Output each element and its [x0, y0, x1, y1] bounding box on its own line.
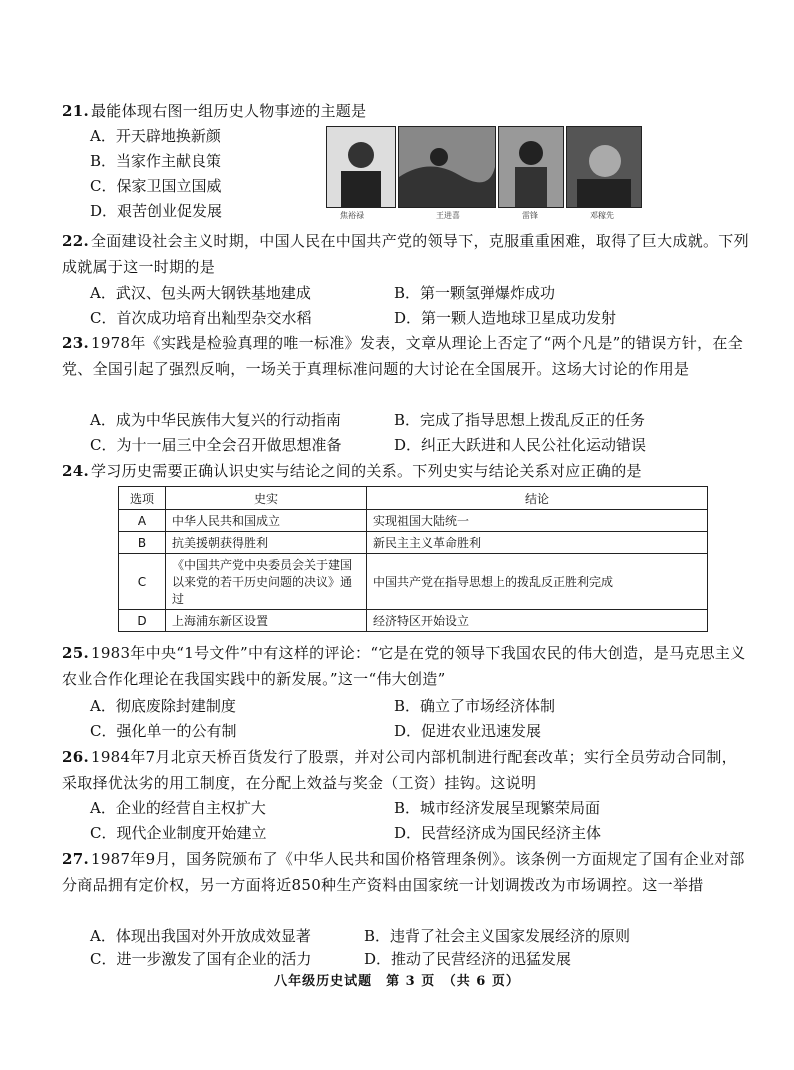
question-stem: 全面建设社会主义时期，中国人民在中国共产党的领导下，克服重重困难，取得了巨大成就。下列成就属于这一时期的是 [62, 232, 749, 276]
question-stem: 学习历史需要正确认识史实与结论之间的关系。下列史实与结论关系对应正确的是 [91, 462, 642, 480]
option-d: D．第一颗人造地球卫星成功发射 [394, 309, 617, 327]
option-d: D．推动了民营经济的迅猛发展 [364, 950, 572, 968]
option-d: D．纠正大跃进和人民公社化运动错误 [394, 436, 647, 454]
oilfield-image [399, 127, 495, 207]
option-c: C．首次成功培育出籼型杂交水稻 [90, 309, 312, 327]
option-a: A．体现出我国对外开放成效显著 [90, 927, 311, 945]
option-a: A．彻底废除封建制度 [90, 697, 236, 715]
photo-2 [398, 126, 496, 208]
table-header: 选项 [119, 487, 166, 510]
option-a: A．开天辟地换新颜 [90, 127, 221, 145]
option-b: B．第一颗氢弹爆炸成功 [394, 284, 556, 302]
photo-caption: 王进喜 [436, 211, 460, 220]
table-cell-option: C [119, 554, 166, 610]
question-27 [62, 846, 752, 898]
question-number: 22. [62, 232, 89, 250]
soldier-image [499, 127, 563, 207]
question-number: 25. [62, 644, 89, 662]
option-a: A．企业的经营自主权扩大 [90, 799, 266, 817]
portrait-image [327, 127, 395, 207]
question-stem: 最能体现右图一组历史人物事迹的主题是 [91, 102, 367, 120]
question-25 [62, 640, 752, 692]
table-cell-fact: 《中国共产党中央委员会关于建国以来党的若干历史问题的决议》通过 [166, 554, 367, 610]
question-number: 21. [62, 102, 89, 120]
table-row [119, 554, 708, 610]
question-22 [62, 228, 752, 280]
photo-caption: 焦裕禄 [340, 211, 364, 220]
question-stem: 1987年9月，国务院颁布了《中华人民共和国价格管理条例》。该条例一方面规定了国有企业对部分商品拥有定价权，另一方面将近850种生产资料由国家统一计划调拨改为市场调控。这一举措 [62, 850, 745, 894]
question-stem: 1984年7月北京天桥百货发行了股票，并对公司内部机制进行配套改革；实行全员劳动合同制，采取择优汰劣的用工制度，在分配上效益与奖金（工资）挂钩。这说明 [62, 748, 737, 792]
question-stem: 1978年《实践是检验真理的唯一标准》发表，文章从理论上否定了“两个凡是”的错误方针，在全党、全国引起了强烈反响，一场关于真理标准问题的大讨论在全国展开。这场大讨论的作用是 [62, 334, 744, 378]
question-23 [62, 330, 752, 382]
option-c: C．强化单一的公有制 [90, 722, 237, 740]
photo-3 [498, 126, 564, 208]
photo-4 [566, 126, 642, 208]
question-21 [62, 98, 752, 124]
table-cell-conclusion: 中国共产党在指导思想上的拨乱反正胜利完成 [367, 554, 708, 610]
question-number: 23. [62, 334, 89, 352]
option-d: D．民营经济成为国民经济主体 [394, 824, 602, 842]
option-b: B．当家作主献良策 [90, 152, 222, 170]
table-cell-option: D [119, 610, 166, 632]
question-number: 27. [62, 850, 89, 868]
table-row [119, 610, 708, 632]
option-d: D．促进农业迅速发展 [394, 722, 542, 740]
photo-caption: 邓稼先 [590, 211, 614, 220]
table-cell-conclusion: 经济特区开始设立 [367, 610, 708, 632]
table-cell-option: A [119, 510, 166, 532]
table-header: 史实 [166, 487, 367, 510]
option-b: B．完成了指导思想上拨乱反正的任务 [394, 411, 646, 429]
table-cell-fact: 中华人民共和国成立 [166, 510, 367, 532]
table-cell-fact: 上海浦东新区设置 [166, 610, 367, 632]
option-a: A．武汉、包头两大钢铁基地建成 [90, 284, 311, 302]
photo-caption: 雷锋 [522, 211, 538, 220]
option-c: C．现代企业制度开始建立 [90, 824, 267, 842]
historical-figures-photos [326, 126, 646, 222]
table-cell-conclusion: 实现祖国大陆统一 [367, 510, 708, 532]
fact-conclusion-table [118, 486, 708, 632]
table-row [119, 510, 708, 532]
table-cell-option: B [119, 532, 166, 554]
option-b: B．违背了社会主义国家发展经济的原则 [364, 927, 631, 945]
option-c: C．为十一届三中全会召开做思想准备 [90, 436, 342, 454]
option-a: A．成为中华民族伟大复兴的行动指南 [90, 411, 341, 429]
option-b: B．城市经济发展呈现繁荣局面 [394, 799, 601, 817]
photo-1 [326, 126, 396, 208]
question-number: 24. [62, 462, 89, 480]
table-header: 结论 [367, 487, 708, 510]
table-cell-conclusion: 新民主主义革命胜利 [367, 532, 708, 554]
option-c: C．进一步激发了国有企业的活力 [90, 950, 312, 968]
question-number: 26. [62, 748, 89, 766]
option-d: D．艰苦创业促发展 [90, 202, 223, 220]
question-stem: 1983年中央“1号文件”中有这样的评论：“它是在党的领导下我国农民的伟大创造，是马克思主义农业合作化理论在我国实践中的新发展。”这一“伟大创造” [62, 644, 746, 688]
table-row [119, 532, 708, 554]
question-26 [62, 744, 752, 796]
option-b: B．确立了市场经济体制 [394, 697, 556, 715]
scientist-image [567, 127, 641, 207]
table-cell-fact: 抗美援朝获得胜利 [166, 532, 367, 554]
option-c: C．保家卫国立国威 [90, 177, 222, 195]
table-header-row [119, 487, 708, 510]
question-24 [62, 458, 752, 484]
page-footer: 八年级历史试题 第 3 页 （共 6 页） [274, 974, 520, 989]
